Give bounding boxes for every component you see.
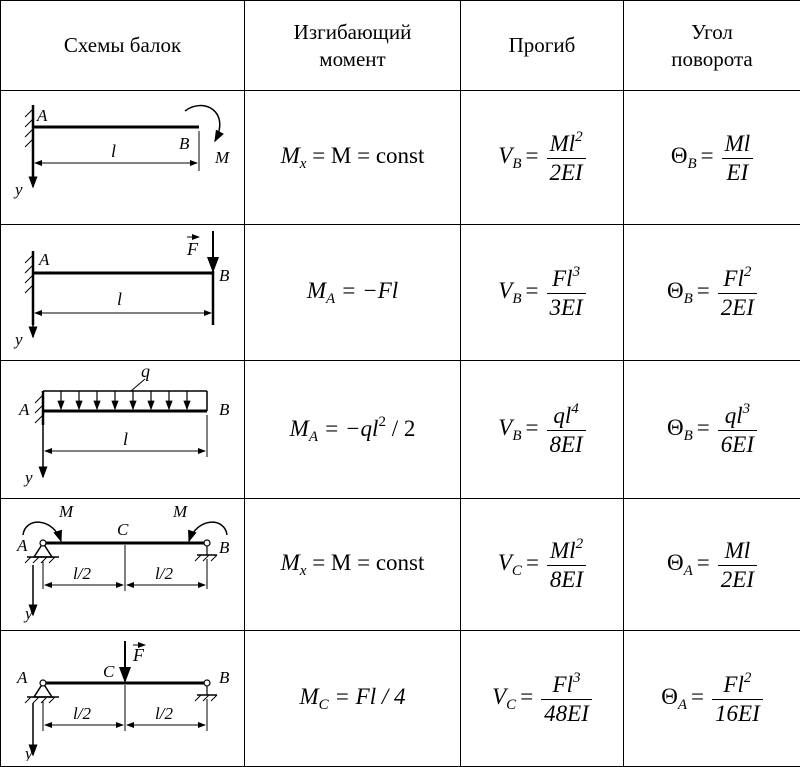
header-row xyxy=(1,1,800,91)
right-moment-label: M xyxy=(172,502,188,521)
rotation-formula: $\Theta_A$ = $\frac{Ml}{2EI}$ xyxy=(624,499,800,631)
point-b-label: B xyxy=(219,538,230,557)
point-b-label: B xyxy=(179,134,190,153)
right-half-length-label: l/2 xyxy=(155,564,173,583)
bending-moment-formula: $M_A = -Fl$ xyxy=(245,225,461,361)
y-axis-label: y xyxy=(23,604,33,623)
rotation-formula: $\Theta_B$ = $\frac{Ml}{EI}$ xyxy=(624,91,800,225)
rotation-formula: $\Theta_B$ = $\frac{Fl^2}{2EI}$ xyxy=(624,225,800,361)
deflection-formula: $V_C$ = $\frac{Fl^3}{48EI}$ xyxy=(461,631,624,767)
force-load-label: F xyxy=(186,239,199,259)
moment-load-label: M xyxy=(214,148,230,167)
point-a-label: A xyxy=(16,668,28,687)
table-row xyxy=(1,631,800,767)
point-a-label: A xyxy=(16,536,28,555)
distributed-load-label: q xyxy=(141,361,150,381)
y-axis-label: y xyxy=(13,330,23,349)
length-label: l xyxy=(111,141,116,161)
point-b-label: B xyxy=(219,266,230,285)
deflection-formula: $V_B$ = $\frac{ql^4}{8EI}$ xyxy=(461,361,624,499)
length-label: l xyxy=(117,289,122,309)
left-half-length-label: l/2 xyxy=(73,704,91,723)
table-row xyxy=(1,91,800,225)
beam-scheme-simply-supported-force xyxy=(1,631,245,767)
length-label: l xyxy=(123,429,128,449)
right-half-length-label: l/2 xyxy=(155,704,173,723)
rotation-formula: $\Theta_B$ = $\frac{ql^3}{6EI}$ xyxy=(624,361,800,499)
deflection-formula: $V_B$ = $\frac{Fl^3}{3EI}$ xyxy=(461,225,624,361)
bending-moment-formula: $M_C = Fl / 4$ xyxy=(245,631,461,767)
point-a-label: A xyxy=(36,106,48,125)
beam-scheme-cantilever-distributed xyxy=(1,361,245,499)
point-a-label: A xyxy=(18,400,30,419)
rotation-formula: $\Theta_A$ = $\frac{Fl^2}{16EI}$ xyxy=(624,631,800,767)
table-row xyxy=(1,225,800,361)
point-a-label: A xyxy=(38,250,50,269)
point-b-label: B xyxy=(219,668,230,687)
left-moment-label: M xyxy=(58,502,74,521)
deflection-formula: $V_C$ = $\frac{Ml^2}{8EI}$ xyxy=(461,499,624,631)
force-load-label: F xyxy=(132,645,145,665)
table-row xyxy=(1,499,800,631)
header-deflection: Прогиб xyxy=(461,1,624,91)
point-b-label: B xyxy=(219,400,230,419)
beam-scheme-cantilever-force xyxy=(1,225,245,361)
bending-moment-formula: $M_x = M$ = const xyxy=(245,499,461,631)
header-rotation-angle: Угол поворота xyxy=(624,1,800,91)
point-c-label: C xyxy=(103,662,115,681)
header-schemes: Схемы балок xyxy=(1,1,245,91)
y-axis-label: y xyxy=(13,180,23,199)
left-half-length-label: l/2 xyxy=(73,564,91,583)
y-axis-label: y xyxy=(23,468,33,487)
deflection-formula: $V_B$ = $\frac{Ml^2}{2EI}$ xyxy=(461,91,624,225)
bending-moment-formula: $M_x = M$ = const xyxy=(245,91,461,225)
table-row xyxy=(1,361,800,499)
bending-moment-formula: $M_A = -ql^2 / 2$ xyxy=(245,361,461,499)
point-c-label: C xyxy=(117,520,129,539)
beam-scheme-cantilever-moment xyxy=(1,91,245,225)
header-bending-moment: Изгибающий момент xyxy=(245,1,461,91)
beam-scheme-simply-supported-moments xyxy=(1,499,245,631)
y-axis-label: y xyxy=(23,744,33,761)
